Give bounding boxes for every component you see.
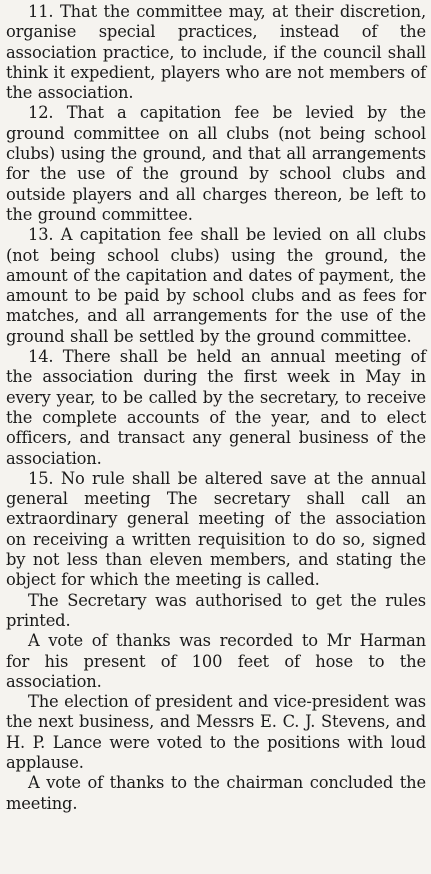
vote-of-thanks-harman-paragraph: A vote of thanks was recorded to Mr Harman for his present of 100 feet of hose to the association. [6,631,426,691]
rule-11-paragraph: 11. That the committee may, at their discretion, organise special practices, instead of the association practice, to include, if the council shall think it expedient, players who are not members of the association. [6,2,426,103]
closing-paragraph: A vote of thanks to the chairman concluded the meeting. [6,773,426,813]
rule-14-paragraph: 14. There shall be held an annual meeting of the association during the first week in May in every year, to be called by the secretary, to receive the complete accounts of the year, and to elect officers, and transact any general business of the association. [6,347,426,468]
rules-printed-paragraph: The Secretary was authorised to get the rules printed. [6,590,426,630]
rule-13-paragraph: 13. A capitation fee shall be levied on all clubs (not being school clubs) using the ground, the amount of the capitation and dates of payment, the amount to be paid by school clubs and as fees for matches, and all arrangements for the use of the ground shall be settled by the ground committee. [6,225,426,346]
rule-15-paragraph: 15. No rule shall be altered save at the annual general meeting The secretary shall call an extraordinary general meeting of the association on receiving a written requisition to do so, signed by not less than eleven members, and stating the object for which the meeting is called. [6,468,426,590]
rule-12-paragraph: 12. That a capitation fee be levied by the ground committee on all clubs (not being school clubs) using the ground, and that all arrangements for the use of the ground by school clubs and outside players and all charges thereon, be left to the ground committee. [6,103,426,224]
election-paragraph: The election of president and vice-president was the next business, and Messrs E. C. J. Stevens, and H. P. Lance were voted to the positions with loud applause. [6,692,426,772]
